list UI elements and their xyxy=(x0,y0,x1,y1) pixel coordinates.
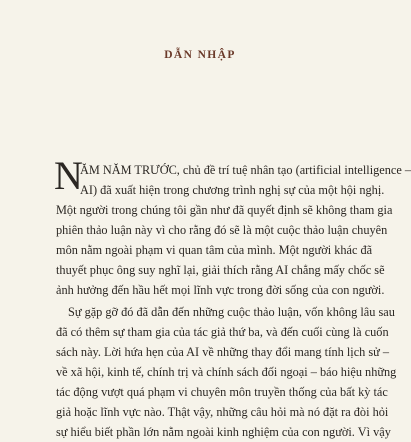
paragraph-line: Một người trong chúng tôi gần như đã quyết định sẽ không tham gia xyxy=(56,203,393,217)
paragraph-line: sách này. Lời hứa hẹn của AI về những thay đổi mang tính lịch sử – xyxy=(56,345,390,359)
paragraph-line: thuyết phục ông suy nghĩ lại, giải thích rằng AI chẳng mấy chốc sẽ xyxy=(56,263,385,277)
paragraph-line: tác động vượt quá phạm vi chuyên môn truyền thống của bất kỳ tác xyxy=(56,385,388,399)
paragraph-line: giả hoặc lĩnh vực nào. Thật vậy, những câu hỏi mà nó đặt ra đòi hỏi xyxy=(56,405,389,419)
paragraph-line: về xã hội, kinh tế, chính trị và chính sách đối ngoại – báo hiệu những xyxy=(56,365,397,379)
paragraph-line: phiên thảo luận này vì cho rằng đó sẽ là một cuộc thảo luận chuyên xyxy=(56,223,388,237)
first-line-text: ĂM NĂM TRƯỚC, chủ đề trí tuệ nhân tạo (artificial intelligence – xyxy=(80,163,411,177)
paragraph-line: ảnh hưởng đến hầu hết mọi lĩnh vực trong đời sống của con người. xyxy=(56,283,385,297)
paragraph-line: đã có thêm sự tham gia của tác giả thứ ba, và đến cuối cùng là cuốn xyxy=(56,325,389,339)
drop-cap: N xyxy=(54,153,83,198)
paragraph-line: môn nằm ngoài phạm vi quan tâm của mình. Một người khác đã xyxy=(56,243,373,257)
paragraph-line: sự hiểu biết phần lớn nằm ngoài kinh nghiệm của con người. Vì vậy xyxy=(56,425,391,439)
body-text xyxy=(54,153,411,442)
paragraph-line: AI) đã xuất hiện trong chương trình nghị sự của một hội nghị. xyxy=(80,183,385,197)
paragraph-line: Sự gặp gỡ đó đã dẫn đến những cuộc thảo luận, vốn không lâu sau xyxy=(68,305,395,319)
paragraph-2 xyxy=(56,302,397,442)
paragraph-1 xyxy=(54,153,411,300)
chapter-title: DẪN NHẬP xyxy=(164,49,236,61)
